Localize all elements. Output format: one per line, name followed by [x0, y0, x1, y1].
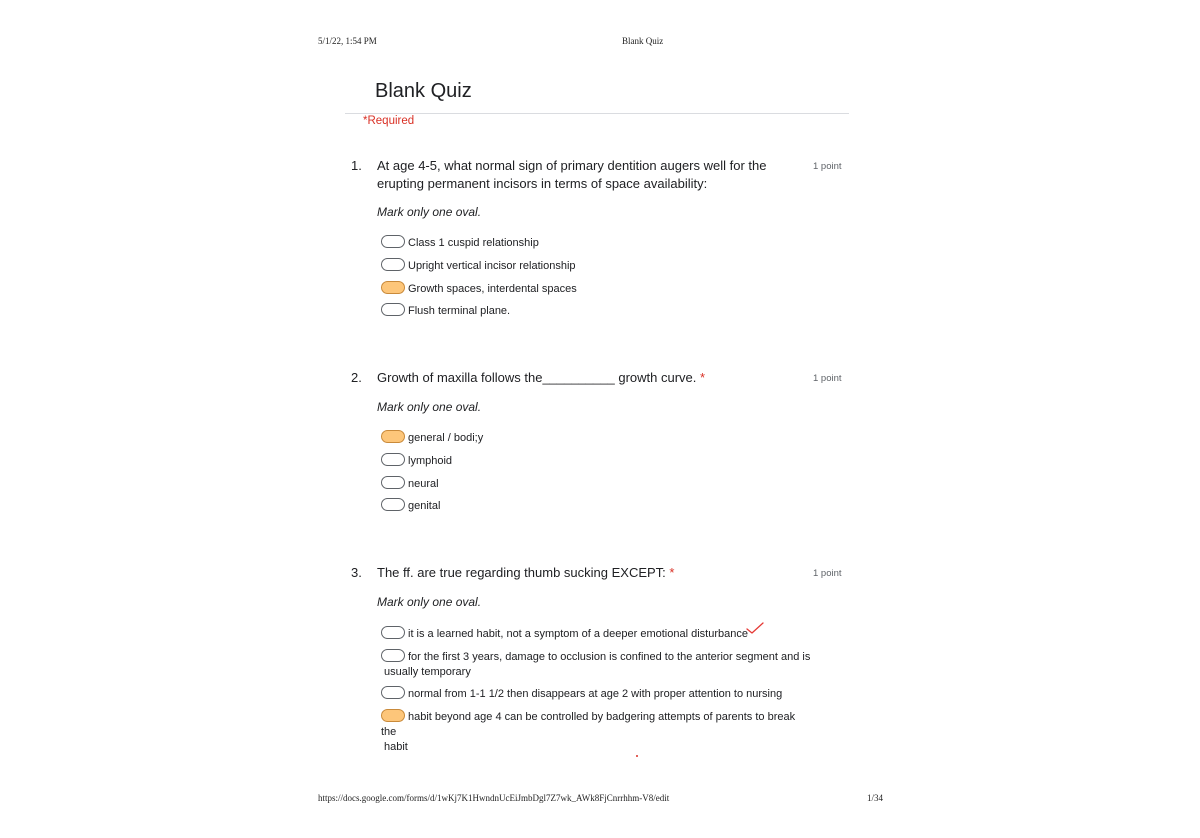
question-points: 1 point	[813, 373, 842, 384]
radio-oval[interactable]	[381, 258, 405, 271]
annotation-dot	[636, 755, 638, 757]
option[interactable]	[381, 235, 811, 251]
question-hint: Mark only one oval.	[377, 595, 482, 609]
required-note: *Required	[363, 115, 415, 127]
title-divider	[345, 113, 849, 114]
option-label: genital	[408, 500, 441, 512]
option-label: neural	[408, 478, 439, 490]
option-label: it is a learned habit, not a symptom of a deeper emotional disturbance	[408, 628, 748, 640]
question-text: At age 4-5, what normal sign of primary dentition augers well for the erupting permanent incisors in terms of space availability:	[377, 158, 767, 191]
radio-oval[interactable]	[381, 626, 405, 639]
question-text-body: The ff. are true regarding thumb sucking EXCEPT:	[377, 565, 666, 580]
option[interactable]	[381, 453, 811, 469]
option-label: Flush terminal plane.	[408, 305, 511, 317]
radio-oval[interactable]	[381, 649, 405, 662]
radio-oval-selected[interactable]	[381, 709, 405, 722]
question-text	[377, 564, 809, 582]
form-title: Blank Quiz	[375, 80, 472, 102]
question-hint: Mark only one oval.	[377, 400, 482, 414]
required-asterisk: *	[669, 565, 675, 580]
radio-oval-selected[interactable]	[381, 281, 405, 294]
radio-oval[interactable]	[381, 686, 405, 699]
option[interactable]	[381, 686, 811, 702]
question-number: 3.	[351, 565, 362, 580]
question-points: 1 point	[813, 161, 842, 172]
option-label: normal from 1-1 1/2 then disappears at age 2 with proper attention to nursing	[408, 688, 783, 700]
radio-oval[interactable]	[381, 303, 405, 316]
question-text	[377, 369, 809, 387]
print-page-number: 1/34	[867, 793, 884, 803]
radio-oval[interactable]	[381, 498, 405, 511]
option-selected[interactable]	[381, 709, 811, 755]
question-text-body: Growth of maxilla follows the__________ growth curve.	[377, 370, 697, 385]
option-label: Upright vertical incisor relationship	[408, 260, 576, 272]
radio-oval[interactable]	[381, 476, 405, 489]
option-label: Growth spaces, interdental spaces	[408, 283, 577, 295]
option-label-continued: habit	[384, 741, 408, 753]
option[interactable]	[381, 498, 811, 514]
option-selected[interactable]	[381, 430, 811, 446]
question-points: 1 point	[813, 568, 842, 579]
question-hint: Mark only one oval.	[377, 205, 482, 219]
option-label: lymphoid	[408, 455, 453, 467]
radio-oval[interactable]	[381, 453, 405, 466]
option-label-continued: usually temporary	[384, 666, 471, 678]
option-label: general / bodi;y	[408, 432, 484, 444]
option-selected[interactable]	[381, 281, 811, 297]
option[interactable]	[381, 258, 811, 274]
question-number: 2.	[351, 370, 362, 385]
option-label: habit beyond age 4 can be controlled by badgering attempts of parents to break the	[381, 711, 796, 738]
checkmark-icon	[746, 621, 764, 635]
print-doc-title: Blank Quiz	[622, 36, 664, 46]
required-asterisk: *	[700, 370, 706, 385]
option[interactable]	[381, 649, 811, 680]
question-number: 1.	[351, 158, 362, 173]
option[interactable]	[381, 476, 811, 492]
option-label: for the first 3 years, damage to occlusion is confined to the anterior segment and is	[408, 651, 811, 663]
option[interactable]	[381, 303, 811, 319]
print-datetime: 5/1/22, 1:54 PM	[318, 36, 377, 46]
radio-oval-selected[interactable]	[381, 430, 405, 443]
option-label: Class 1 cuspid relationship	[408, 237, 539, 249]
radio-oval[interactable]	[381, 235, 405, 248]
print-url: https://docs.google.com/forms/d/1wKj7K1HwndnUcEiJmbDgl7Z7wk_AWk8FjCnrrhhm-V8/edit	[318, 793, 670, 803]
